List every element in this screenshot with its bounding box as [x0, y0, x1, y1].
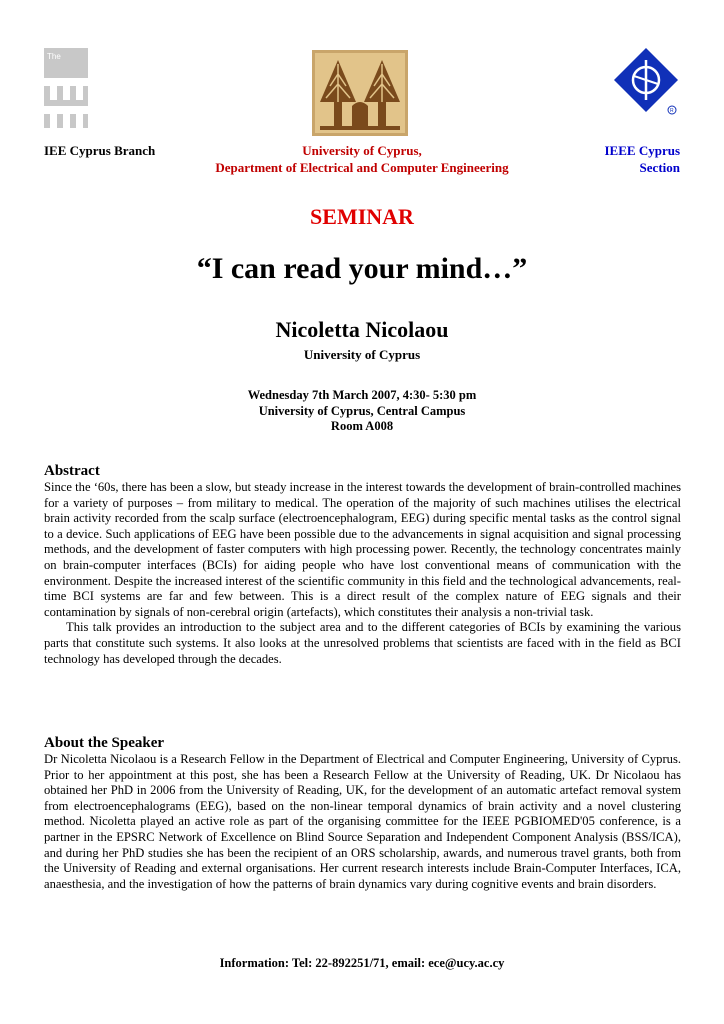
abstract-paragraph-2: This talk provides an introduction to the subject area and to the different categories of BCIs by examining the various parts that constitute such systems. It also looks at the unresolved problems that scientists are faced with in the field as BCI technology has developed through the decades. [44, 620, 681, 666]
svg-text:R: R [670, 108, 674, 114]
abstract-paragraph-1: Since the ‘60s, there has been a slow, but steady increase in the interest towards the development of brain-controlled machines for a variety of purposes – from military to medical. The operation of the majority of such machines utilises the electrical brain activity recorded from the scalp surface (electroencephalogram, EEG) during specific mental tasks as the control signal to a device. Such applications of EEG have been possible due to the advancements in signal acquisition and signal processing methods, and the development of faster computers with high processing power. Recently, the technology concentrates mainly on brain-computer interfaces (BCIs) for aiding people who have lost conventional means of communication with the environment. Despite the increased interest of the scientific community in this field and the technological advancements, real-time BCI systems are far and few between. This is a direct result of the complex nature of EEG signals and their contamination by signals of non-cerebral origin (artefacts), which constitutes their analysis a non-trivial task. [44, 480, 681, 619]
abstract-heading: Abstract [44, 463, 100, 479]
abstract-section [44, 462, 681, 667]
event-room: Room A008 [330, 419, 394, 433]
iee-branch-label: IEE Cyprus Branch [44, 143, 156, 158]
about-speaker-heading: About the Speaker [44, 735, 165, 751]
event-datetime: Wednesday 7th March 2007, 4:30- 5:30 pm [247, 388, 477, 402]
iee-logo [44, 48, 88, 128]
ieee-logo [612, 46, 682, 118]
event-location: University of Cyprus, Central Campus [258, 403, 466, 418]
seminar-label: SEMINAR [310, 204, 414, 229]
department-name: Department of Electrical and Computer Engineering [215, 160, 509, 175]
event-details [0, 388, 724, 435]
ieee-section-line2: Section [639, 160, 680, 175]
speaker-affiliation: University of Cyprus [303, 347, 421, 362]
contact-information: Information: Tel: 22-892251/71, email: ece@ucy.ac.cy [219, 956, 505, 970]
iee-logo-text: The [47, 52, 61, 61]
ieee-section-label [605, 142, 681, 176]
ieee-section-line1: IEEE Cyprus [604, 143, 680, 158]
university-of-cyprus-logo [312, 50, 408, 136]
speaker-name: Nicoletta Nicolaou [275, 317, 449, 342]
university-name: University of Cyprus, [302, 143, 422, 158]
talk-title: “I can read your mind…” [196, 252, 528, 285]
about-speaker-text: Dr Nicoletta Nicolaou is a Research Fellow in the Department of Electrical and Computer Engineering, University of Cyprus. Prior to her appointment at this post, she has been a Research Fellow at the University of Reading, UK. Dr Nicolaou has obtained her PhD in 2006 from the University of Reading, UK, for the development of an automatic artefact removal system from electroencephalograms (EEG), based on the non-linear temporal dynamics of brain activity and a novel clustering method. Nicoletta played an active role as part of the organising committee for the IEEE PGBIOMED'05 conference, is a partner in the EPSRC Network of Excellence on Blind Source Separation and Independent Component Analysis (BSS/ICA), and during her PhD studies she has been the recipient of an ORS scholarship, awards, and numerous travel grants, both from the University of Reading and external organisations. Her current research interests include Brain-Computer Interfaces, ICA, anaesthesia, and the investigation of how the patterns of brain dynamics vary during cognitive events and brain disorders. [44, 752, 681, 891]
about-speaker-section [44, 734, 681, 892]
university-heading [160, 142, 564, 176]
